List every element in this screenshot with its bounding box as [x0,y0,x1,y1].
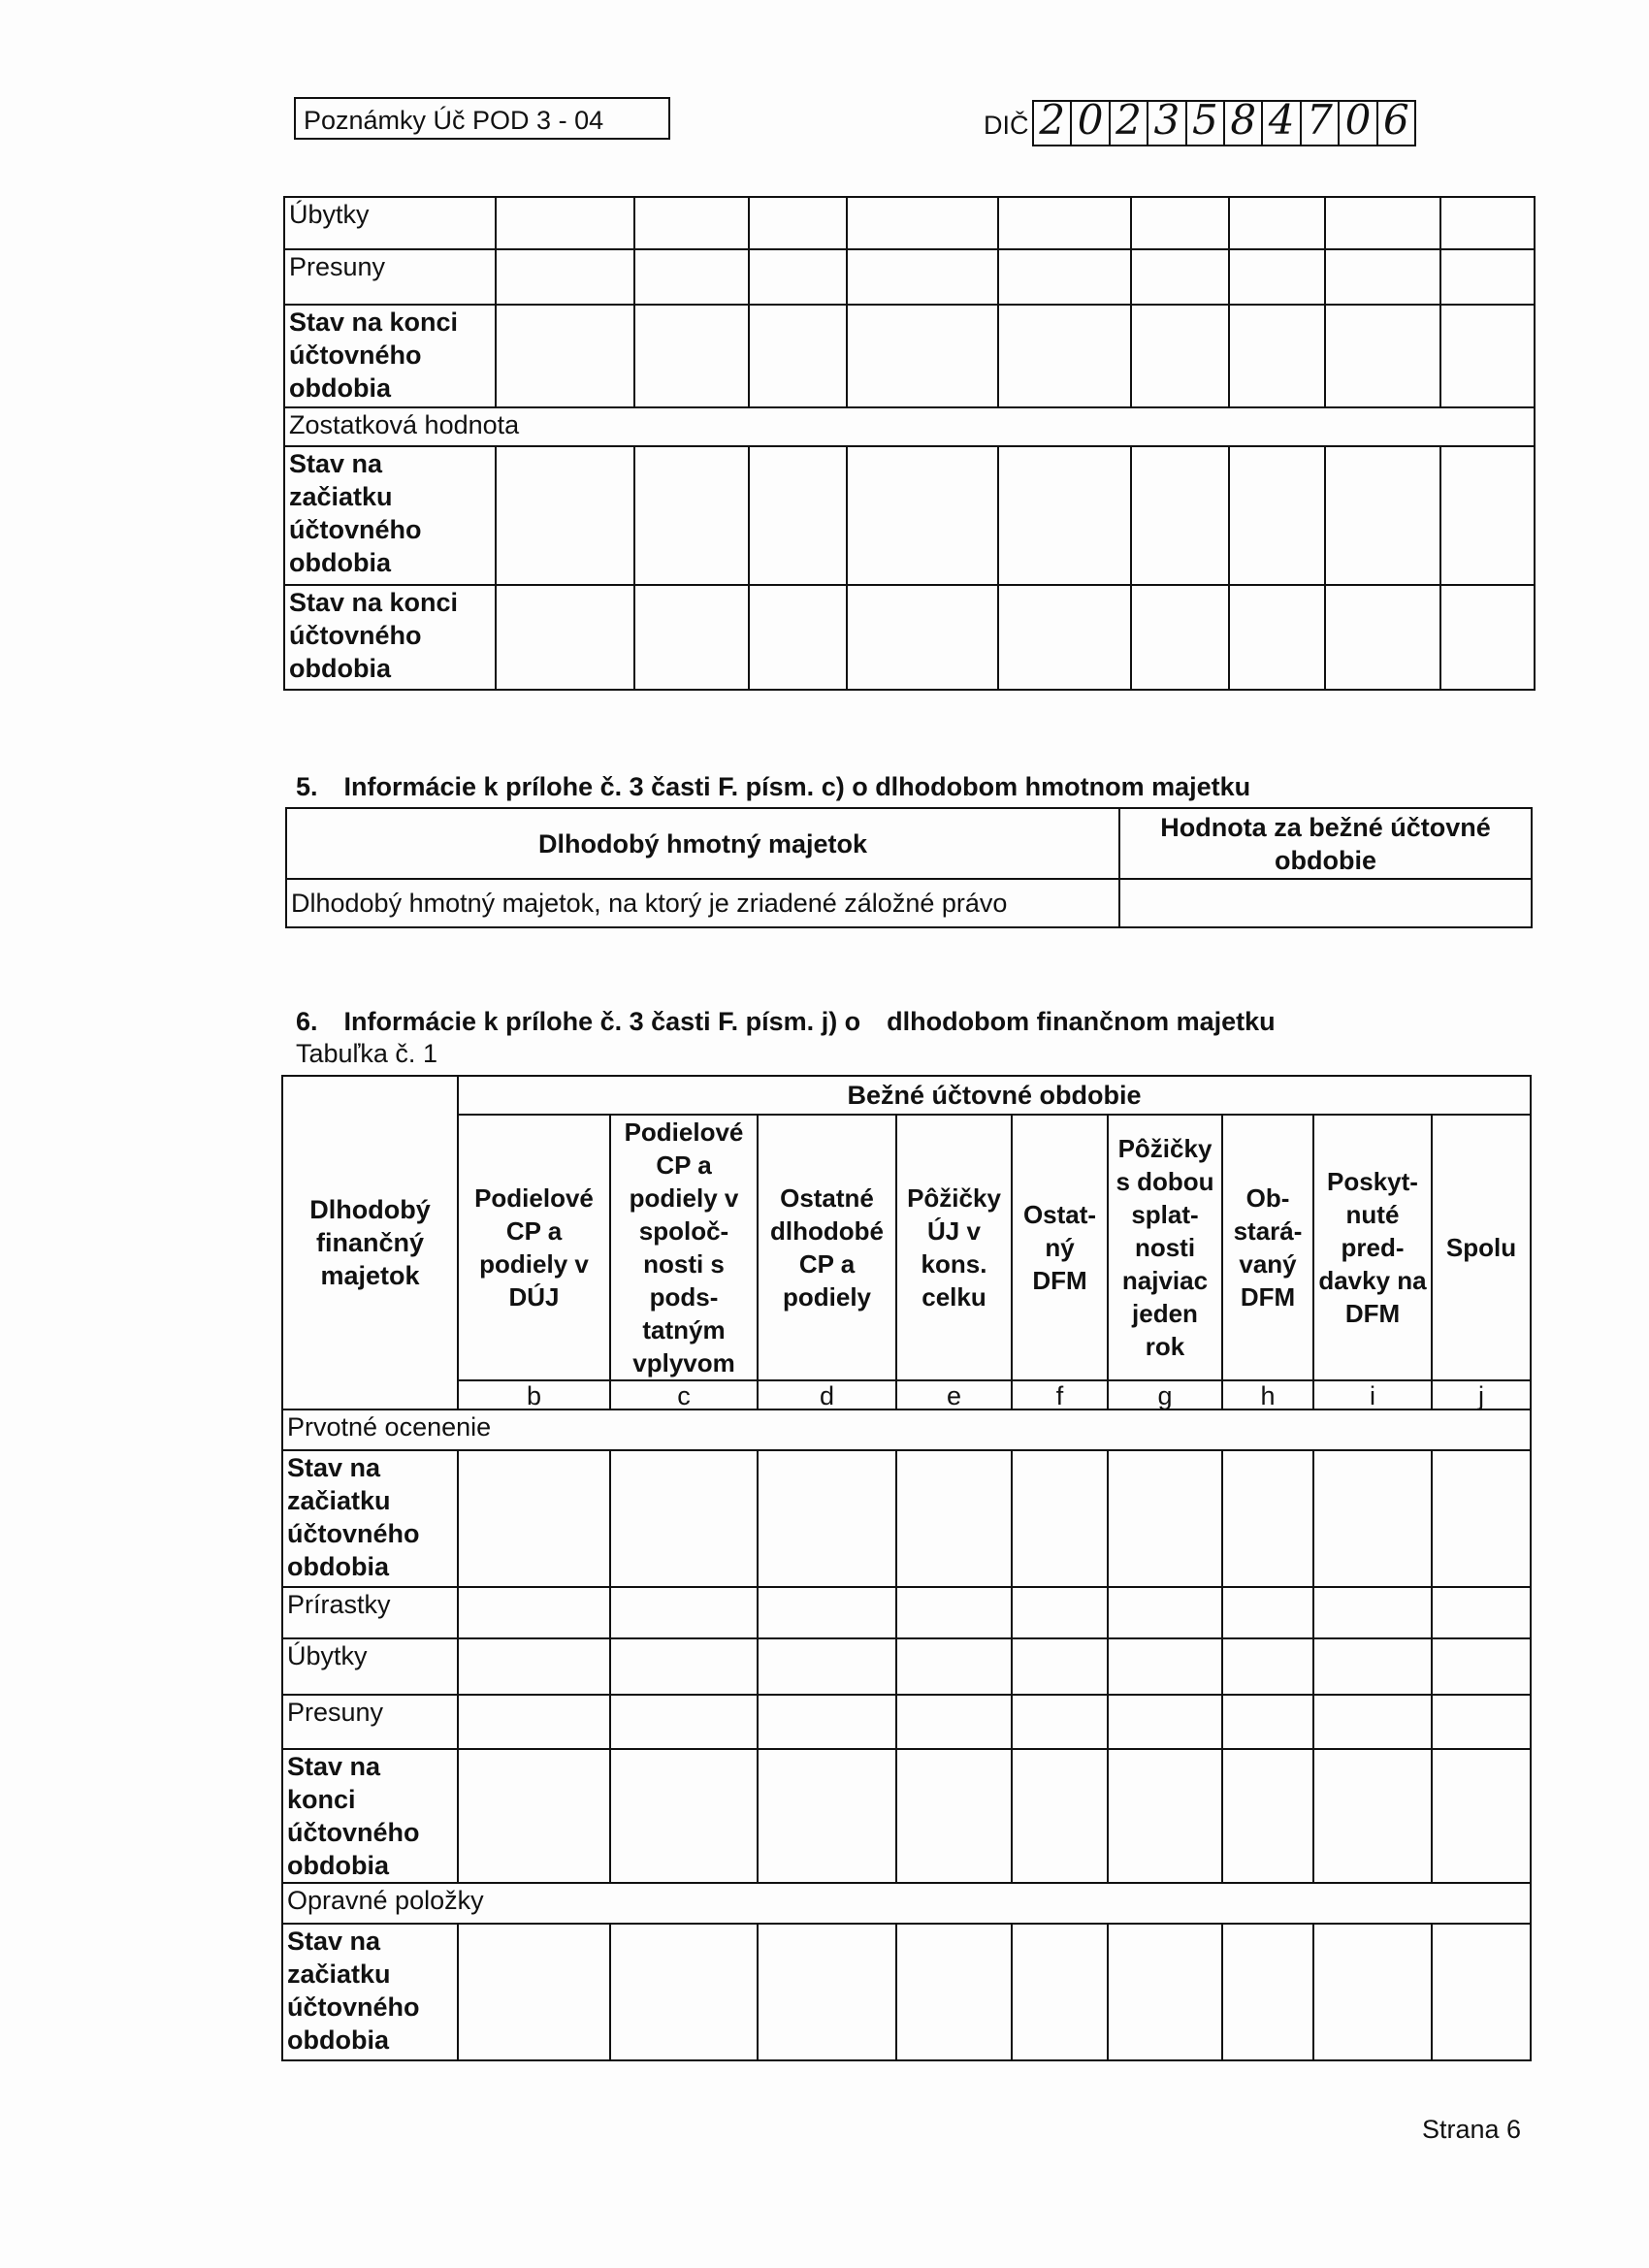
section5-title: 5. Informácie k prílohe č. 3 časti F. písm. c) o dlhodobom hmotnom majetku [296,772,1251,801]
row-ubytky [282,1638,1531,1695]
value-cell[interactable] [496,305,634,407]
section6-subtitle: Tabuľka č. 1 [296,1039,437,1068]
value-cell[interactable] [1229,446,1325,585]
value-cell[interactable] [896,1587,1012,1638]
row-stav-zaciatku-2 [282,1924,1531,2060]
value-cell[interactable] [1325,197,1440,249]
dic-digit[interactable]: 3 [1148,102,1186,145]
value-cell[interactable] [1313,1587,1432,1638]
dic-digit[interactable]: 2 [1034,102,1072,145]
period-header: Bežné účtovné obdobie [458,1076,1531,1115]
column-header: Pôžičky s dobou splat- nosti najviac jeden rok [1108,1115,1222,1380]
value-cell[interactable] [1325,305,1440,407]
value-cell[interactable] [458,1924,610,2060]
section-prvotne-label: Prvotné ocenenie [282,1409,1531,1450]
value-cell[interactable] [496,446,634,585]
column-header: Pôžičky ÚJ v kons. celku [896,1115,1012,1380]
top-table [283,196,1536,691]
value-cell[interactable] [1222,1450,1313,1587]
value-cell[interactable] [758,1924,896,2060]
section-prvotne [282,1409,1531,1450]
section-opravne-label: Opravné položky [282,1883,1531,1924]
dic-label: DIČ [984,111,1029,140]
value-cell[interactable] [1131,446,1229,585]
value-cell[interactable] [1012,1695,1108,1749]
value-cell[interactable] [1440,249,1535,305]
value-cell[interactable] [458,1638,610,1695]
column-letter: c [610,1380,758,1409]
row-stav-konci-2-label: Stav na konci účtovného obdobia [284,585,496,690]
column-header: Podielové CP a podiely v DÚJ [458,1115,610,1380]
value-cell[interactable] [1440,585,1535,690]
value-cell[interactable] [1313,1924,1432,2060]
value-cell[interactable] [1108,1638,1222,1695]
value-cell[interactable] [1108,1695,1222,1749]
value-cell[interactable] [1325,249,1440,305]
dic-digit[interactable]: 4 [1263,102,1301,145]
section-zostatkova-label: Zostatková hodnota [284,407,1535,446]
value-cell[interactable] [847,249,998,305]
column-header: Podielové CP a podiely v spoloč- nosti s pods- tatným vplyvom [610,1115,758,1380]
value-cell[interactable] [1229,249,1325,305]
row-ubytky-label: Úbytky [284,197,496,249]
value-cell[interactable] [1229,197,1325,249]
section5-value-cell[interactable] [1119,879,1532,927]
row-presuny-label: Presuny [282,1695,458,1749]
value-cell[interactable] [458,1749,610,1883]
value-cell[interactable] [634,305,749,407]
form-code: Poznámky Úč POD 3 - 04 [304,106,604,135]
value-cell[interactable] [896,1450,1012,1587]
value-cell[interactable] [1131,305,1229,407]
row-presuny [282,1695,1531,1749]
value-cell[interactable] [634,197,749,249]
dic-digit[interactable]: 2 [1111,102,1148,145]
value-cell[interactable] [496,585,634,690]
column-letter: e [896,1380,1012,1409]
value-cell[interactable] [1432,1749,1531,1883]
section5-col2-header: Hodnota za bežné účtovné obdobie [1119,808,1532,879]
page-number: Strana 6 [1422,2115,1522,2144]
dic-digit[interactable]: 0 [1340,102,1377,145]
value-cell[interactable] [1108,1924,1222,2060]
section5-table [285,807,1533,928]
section5-row-label: Dlhodobý hmotný majetok, na ktorý je zriadené záložné právo [286,879,1119,927]
value-cell[interactable] [1131,249,1229,305]
value-cell[interactable] [1432,1924,1531,2060]
column-header: Spolu [1432,1115,1531,1380]
value-cell[interactable] [758,1695,896,1749]
section-zostatkova [284,407,1535,446]
column-letter: j [1432,1380,1531,1409]
value-cell[interactable] [758,1749,896,1883]
value-cell[interactable] [610,1749,758,1883]
value-cell[interactable] [1012,1749,1108,1883]
value-cell[interactable] [749,305,847,407]
value-cell[interactable] [1108,1450,1222,1587]
value-cell[interactable] [458,1450,610,1587]
value-cell[interactable] [610,1587,758,1638]
value-cell[interactable] [1131,197,1229,249]
row-stav-konci-2 [284,585,1535,690]
col-a-header [282,1076,458,1409]
value-cell[interactable] [458,1587,610,1638]
value-cell[interactable] [1012,1924,1108,2060]
section6-title: 6. Informácie k prílohe č. 3 časti F. písm. j) o dlhodobom finančnom majetku [296,1007,1276,1036]
value-cell[interactable] [1440,197,1535,249]
value-cell[interactable] [758,1587,896,1638]
value-cell[interactable] [1012,1450,1108,1587]
value-cell[interactable] [998,249,1131,305]
value-cell[interactable] [1108,1587,1222,1638]
value-cell[interactable] [1440,305,1535,407]
value-cell[interactable] [496,249,634,305]
column-letter: h [1222,1380,1313,1409]
dic-digit[interactable]: 5 [1187,102,1225,145]
value-cell[interactable] [1313,1638,1432,1695]
value-cell[interactable] [1222,1924,1313,2060]
value-cell[interactable] [749,585,847,690]
value-cell[interactable] [847,197,998,249]
value-cell[interactable] [1131,585,1229,690]
dic-digit[interactable]: 6 [1382,96,1409,144]
value-cell[interactable] [998,305,1131,407]
row-stav-konci-label: Stav na konci účtovného obdobia [282,1749,458,1883]
column-header: Ob- stará- vaný DFM [1222,1115,1313,1380]
value-cell[interactable] [610,1450,758,1587]
value-cell[interactable] [1222,1587,1313,1638]
value-cell[interactable] [1325,446,1440,585]
value-cell[interactable] [634,446,749,585]
section6-table [281,1075,1532,2061]
value-cell[interactable] [1432,1450,1531,1587]
value-cell[interactable] [1313,1749,1432,1883]
dic-field [1032,96,1416,146]
row-prirastky-label: Prírastky [282,1587,458,1638]
value-cell[interactable] [610,1638,758,1695]
value-cell[interactable] [998,197,1131,249]
value-cell[interactable] [1229,585,1325,690]
row-ubytky-label: Úbytky [282,1638,458,1695]
dic-digit[interactable]: 0 [1072,102,1110,145]
row-stav-konci-label: Stav na konci účtovného obdobia [284,305,496,407]
value-cell[interactable] [496,197,634,249]
value-cell[interactable] [1229,305,1325,407]
value-cell[interactable] [610,1695,758,1749]
value-cell[interactable] [610,1924,758,2060]
value-cell[interactable] [758,1450,896,1587]
value-cell[interactable] [1432,1587,1531,1638]
value-cell[interactable] [634,249,749,305]
column-letter: g [1108,1380,1222,1409]
col-a-title: Dlhodobý finančný majetok [309,1195,431,1290]
value-cell[interactable] [896,1749,1012,1883]
value-cell[interactable] [1012,1587,1108,1638]
section-opravne [282,1883,1531,1924]
section5-col1-header: Dlhodobý hmotný majetok [286,808,1119,879]
value-cell[interactable] [1313,1695,1432,1749]
value-cell[interactable] [1012,1638,1108,1695]
row-stav-zaciatku-label: Stav na začiatku účtovného obdobia [282,1450,458,1587]
row-stav-konci [282,1749,1531,1883]
row-presuny [284,249,1535,305]
row-stav-zaciatku-2-label: Stav na začiatku účtovného obdobia [282,1924,458,2060]
row-prirastky [282,1587,1531,1638]
column-header: Poskyt- nuté pred- davky na DFM [1313,1115,1432,1380]
value-cell[interactable] [847,305,998,407]
row-stav-konci [284,305,1535,407]
row-presuny-label: Presuny [284,249,496,305]
value-cell[interactable] [896,1638,1012,1695]
value-cell[interactable] [749,249,847,305]
row-ubytky [284,197,1535,249]
dic-digit[interactable]: 8 [1225,102,1263,145]
form-code-box [294,97,670,140]
value-cell[interactable] [1432,1695,1531,1749]
value-cell[interactable] [458,1695,610,1749]
value-cell[interactable] [1325,585,1440,690]
value-cell[interactable] [634,585,749,690]
value-cell[interactable] [1313,1450,1432,1587]
value-cell[interactable] [1222,1638,1313,1695]
column-letter: b [458,1380,610,1409]
value-cell[interactable] [1222,1695,1313,1749]
value-cell[interactable] [847,446,998,585]
column-letter: i [1313,1380,1432,1409]
column-letter: f [1012,1380,1108,1409]
dic-digit[interactable]: 7 [1302,102,1340,145]
row-stav-zaciatku [282,1450,1531,1587]
value-cell[interactable] [749,446,847,585]
value-cell[interactable] [1108,1749,1222,1883]
column-header: Ostatné dlhodobé CP a podiely [758,1115,896,1380]
column-letter: d [758,1380,896,1409]
value-cell[interactable] [1432,1638,1531,1695]
value-cell[interactable] [847,585,998,690]
column-header: Ostat- ný DFM [1012,1115,1108,1380]
value-cell[interactable] [749,197,847,249]
value-cell[interactable] [1440,446,1535,585]
row-stav-zaciatku [284,446,1535,585]
value-cell[interactable] [896,1695,1012,1749]
value-cell[interactable] [998,446,1131,585]
value-cell[interactable] [758,1638,896,1695]
row-stav-zaciatku-label: Stav na začiatku účtovného obdobia [284,446,496,585]
value-cell[interactable] [998,585,1131,690]
value-cell[interactable] [1222,1749,1313,1883]
value-cell[interactable] [896,1924,1012,2060]
